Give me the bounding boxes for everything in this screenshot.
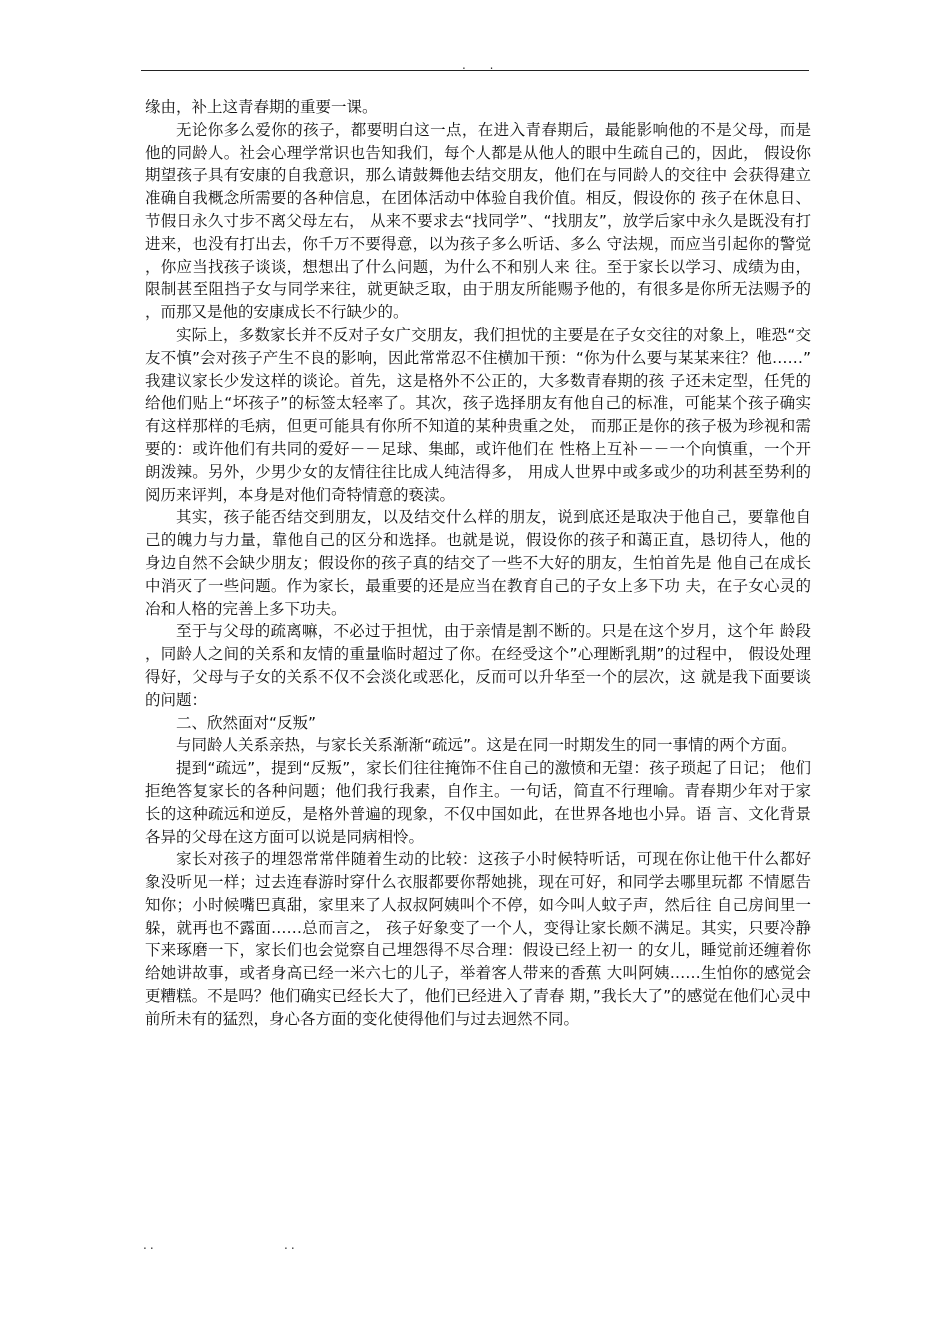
header-rule xyxy=(141,70,809,71)
footer-dots-left: .. xyxy=(143,1238,157,1252)
footer-dots-right: .. xyxy=(284,1238,298,1252)
paragraph: 家长对孩子的埋怨常常伴随着生动的比较：这孩子小时候特听话，可现在你让他干什么都好象没听见一样；过去连春游时穿什么衣服都要你帮她挑，现在可好，和同学去哪里玩都 不情愿告知你；小时候嘴巴真甜，家里来了人叔叔阿姨叫个不停，如今叫人蚊子声，然后往 自己房间里一躲，就再也不露面……总而言之， 孩子好象变了一个人，变得让家长颇不满足。其实，只要冷静下来琢磨一下，家长们也会觉察自己埋怨得不尽合理：假设已经上初一 的女儿，睡觉前还缠着你给她讲故事，或者身高已经一米六七的儿子，举着客人带来的香蕉 大叫阿姨……生怕你的感觉会更糟糕。不是吗？他们确实已经长大了，他们已经进入了青春 期，”我长大了”的感觉在他们心灵中前所未有的猛烈，身心各方面的变化使得他们与过去迥然不同。 xyxy=(145,850,811,1028)
paragraph-continuation: 缘由，补上这青春期的重要一课。 xyxy=(145,98,378,116)
paragraph: 实际上，多数家长并不反对子女广交朋友，我们担忧的主要是在子女交往的对象上，唯恐“交友不慎”会对孩子产生不良的影响，因此常常忍不住横加干预：“你为什么要与某某来往？他……”我建议家长少发这样的谈论。首先，这是格外不公正的，大多数青春期的孩 子还未定型，任凭的给他们贴上“坏孩子”的标签太轻率了。其次，孩子选择朋友有他自己的标准，可能某个孩子确实有这样那样的毛病，但更可能具有你所不知道的某种贵重之处， 而那正是你的孩子极为珍视和需要的：或许他们有共同的爱好－－足球、集邮，或许他们在 性格上互补－－一个向慎重，一个开朗泼辣。另外，少男少女的友情往往比成人纯洁得多， 用成人世界中或多或少的功利甚至势利的阅历来评判，本身是对他们奇特情意的亵渎。 xyxy=(145,325,811,504)
header-dots: . . xyxy=(462,58,504,72)
paragraph: 至于与父母的疏离嘛，不必过于担忧，由于亲情是割不断的。只是在这个岁月，这个年 龄段，同龄人之间的关系和友情的重量临时超过了你。在经受这个”心理断乳期”的过程中， 假设处理得好，父母与子女的关系不仅不会淡化或恶化，反而可以升华至一个的层次，这 就是我下面要谈的问题： xyxy=(145,622,811,709)
paragraph: 与同龄人关系亲热，与家长关系渐渐“疏远”。这是在同一时期发生的同一事情的两个方面。 xyxy=(176,736,797,755)
paragraph: 其实，孩子能否结交到朋友，以及结交什么样的朋友，说到底还是取决于他自己，要靠他自己的魄力与力量，靠他自己的区分和选择。也就是说，假设你的孩子和蔼正直，恳切待人，他的身边自然不会缺少朋友；假设你的孩子真的结交了一些不大好的朋友，生怕首先是 他自己在成长中消灭了一些问题。作为家长，最重要的还是应当在教育自己的子女上多下功 夫，在子女心灵的冶和人格的完善上多下功夫。 xyxy=(145,508,811,618)
paragraph: 无论你多么爱你的孩子，都要明白这一点，在进入青春期后，最能影响他的不是父母，而是他的同龄人。社会心理学常识也告知我们，每个人都是从他人的眼中生疏自己的，因此， 假设你期望孩子具有安康的自我意识，那么请鼓舞他去结交朋友，他们在与同龄人的交往中 会获得建立准确自我概念所需要的各种信息，在团体活动中体验自我价值。相反，假设你的 孩子在休息日、 节假日永久寸步不离父母左右， 从来不要求去“找同学”、“找朋友”，放学后家中永久是既没有打进来，也没有打出去，你千万不要得意，以为孩子多么听话、多么 守法规，而应当引起你的警觉，你应当找孩子谈谈，想想出了什么问题，为什么不和别人来 往。至于家长以学习、成绩为由，限制甚至阻挡子女与同学来往，就更缺乏取，由于朋友所能赐予他的，有很多是你所无法赐予的，而那又是他的安康成长不行缺少的。 xyxy=(145,120,811,322)
section-heading: 二、欣然面对“反叛” xyxy=(176,713,317,732)
paragraph: 提到“疏远”，提到“反叛”，家长们往往掩饰不住自己的激愤和无望：孩子琐起了日记； 他们拒绝答复家长的各种问题；他们我行我素，自作主。一句话，简直不行理喻。青春期少年对于家长的这种疏远和逆反，是格外普遍的现象，不仅中国如此，在世界各地也小异。语 言、文化背景各异的父母在这方面可以说是同病相怜。 xyxy=(145,759,811,846)
document-body xyxy=(145,96,811,1031)
